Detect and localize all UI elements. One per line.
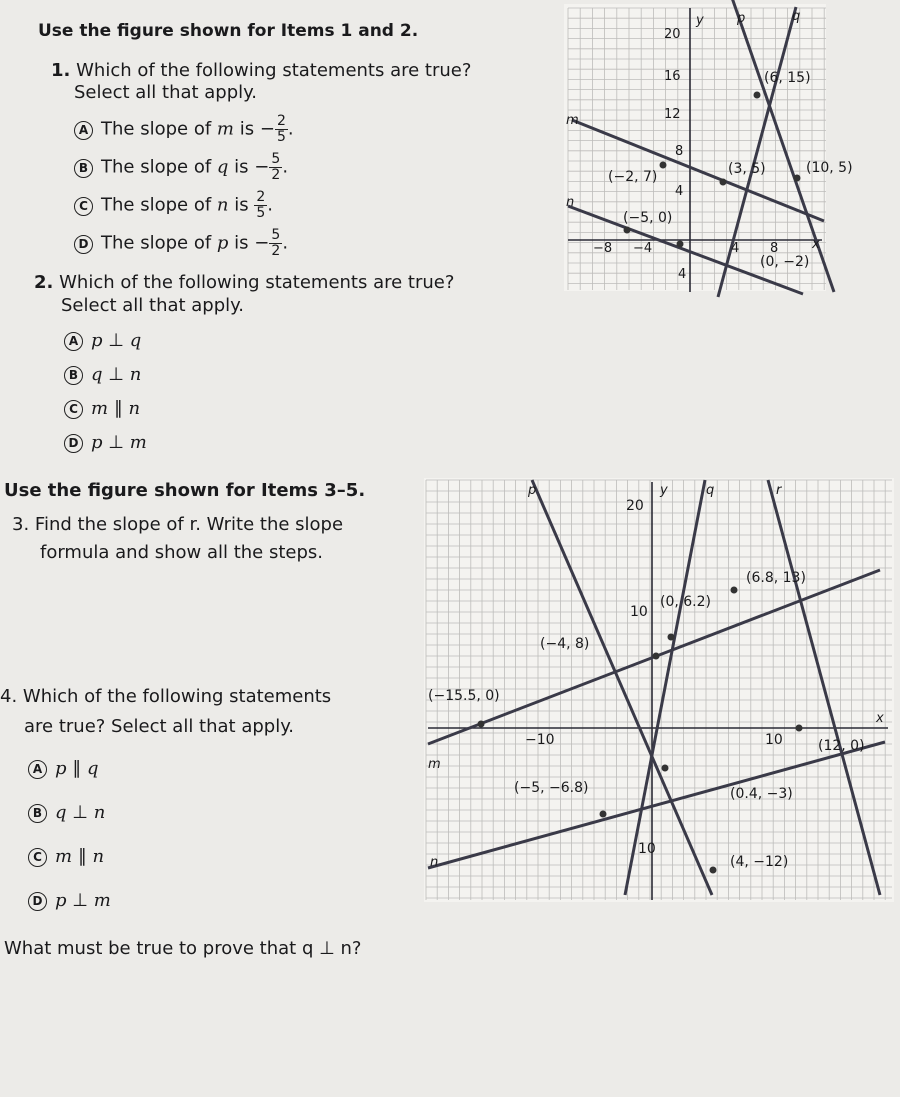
item5-question: What must be true to prove that q ⊥ n?: [4, 938, 362, 959]
option-letter-circle: C: [64, 400, 83, 419]
graph2-label-m: m: [428, 757, 441, 772]
graph1-pt-label-6-15: (6, 15): [764, 70, 811, 86]
relation-symbol: ⊥: [72, 890, 88, 911]
relation-symbol: ∥: [77, 846, 87, 867]
graph2-point-neg4-8: [653, 653, 660, 660]
item4-option-c[interactable]: [28, 846, 104, 868]
relation-symbol: ⊥: [72, 802, 88, 823]
graph1-xtick-4: 4: [731, 241, 740, 256]
graph2-xtick-neg10: −10: [525, 732, 555, 748]
option-letter-circle: D: [28, 892, 47, 911]
option-prefix: The slope of: [101, 156, 212, 178]
graph1-pt-label-neg2-7: (−2, 7): [608, 169, 658, 185]
option-variable: n: [216, 194, 229, 216]
item4-option-b[interactable]: [28, 802, 105, 824]
graph1-ytick-12: 12: [664, 107, 681, 122]
item1-option-d[interactable]: [74, 228, 288, 259]
graph2: [420, 475, 900, 905]
graph1-point-0-neg2: [677, 241, 684, 248]
option-sign: −: [254, 156, 270, 178]
relation-right: n: [92, 846, 105, 867]
option-fraction: [254, 190, 267, 221]
graph1-point-6-15: [754, 92, 761, 99]
graph2-pt-label-6.8-13: (6.8, 13): [746, 570, 806, 586]
option-mid: is: [234, 194, 249, 216]
graph2-axis-x-label: x: [876, 711, 884, 726]
option-letter-circle: D: [74, 235, 93, 254]
item4-text1: Which of the following statements: [22, 686, 332, 707]
graph2-label-p: p: [528, 483, 537, 498]
graph1-axis-y-label: y: [696, 13, 704, 28]
graph1-label-q: q: [792, 9, 801, 24]
item2-option-b[interactable]: [64, 364, 141, 386]
item1-question: [51, 60, 471, 82]
item3-line2: formula and show all the steps.: [40, 542, 324, 563]
item2-option-c[interactable]: [64, 398, 140, 420]
graph2-point-6.8-13: [731, 587, 738, 594]
fraction-numerator: 2: [256, 189, 266, 205]
relation-left: q: [55, 802, 67, 823]
fraction-denominator: 5: [256, 205, 266, 221]
item4-option-d[interactable]: [28, 890, 111, 912]
relation-left: m: [91, 398, 109, 419]
graph1-label-p: p: [737, 11, 746, 26]
option-variable: p: [216, 232, 229, 254]
option-prefix: The slope of: [101, 232, 212, 254]
option-letter-circle: B: [28, 804, 47, 823]
graph2-axis-y-label: y: [660, 483, 668, 498]
fraction-denominator: 2: [271, 243, 281, 259]
option-letter-circle: A: [74, 121, 93, 140]
graph2-ytick-neg10: 10: [638, 841, 656, 857]
option-letter-circle: B: [74, 159, 93, 178]
item2-option-d[interactable]: [64, 432, 147, 454]
relation-right: n: [129, 364, 142, 385]
item2-number: 2.: [34, 272, 54, 293]
item2-question-text: Which of the following statements are true?: [59, 272, 455, 293]
option-sign: −: [259, 118, 275, 140]
graph2-pt-label-neg15.5-0: (−15.5, 0): [428, 688, 500, 704]
option-fraction: [269, 228, 282, 259]
relation-right: q: [87, 758, 99, 779]
graph1-point-3-5: [720, 179, 727, 186]
graph2-point-0.4-neg3: [662, 765, 669, 772]
graph2-pt-label-4-neg12: (4, −12): [730, 854, 789, 870]
item1-number: 1.: [51, 60, 71, 81]
option-end: .: [287, 118, 294, 140]
item1-instruction: Select all that apply.: [74, 82, 257, 103]
option-letter-circle: A: [28, 760, 47, 779]
option-letter-circle: C: [74, 197, 93, 216]
option-end: .: [282, 156, 289, 178]
graph1-ytick-4: 4: [675, 184, 684, 199]
graph1-pt-label-3-5: (3, 5): [728, 161, 766, 177]
graph2-point-neg5-neg6.8: [600, 811, 607, 818]
graph1-pt-label-neg5-0: (−5, 0): [623, 210, 673, 226]
option-variable: m: [216, 118, 234, 140]
relation-right: m: [93, 890, 111, 911]
graph2-pt-label-neg4-8: (−4, 8): [540, 636, 590, 652]
option-mid: is: [239, 118, 255, 140]
option-sign: −: [254, 232, 270, 254]
graph1-pt-label-10-5: (10, 5): [806, 160, 853, 176]
graph1-point-10-5: [794, 175, 801, 182]
graph2-label-r: r: [776, 483, 782, 498]
fraction-denominator: 2: [271, 167, 281, 183]
graph2-pt-label-neg5-neg6.8: (−5, −6.8): [514, 780, 589, 796]
item3-text1: Find the slope of r. Write the slope: [34, 514, 344, 535]
graph2-pt-label-12-0: (12, 0): [818, 738, 865, 754]
graph1-label-m: m: [566, 113, 579, 128]
option-mid: is: [234, 232, 249, 254]
option-variable: q: [216, 156, 229, 178]
item1-option-a[interactable]: [74, 114, 294, 145]
item4-number: 4.: [0, 686, 18, 707]
option-mid: is: [234, 156, 249, 178]
relation-left: m: [55, 846, 73, 867]
graph2-point-4-neg12: [710, 867, 717, 874]
relation-symbol: ⊥: [108, 330, 124, 351]
item3-line1: [12, 514, 343, 536]
option-letter-circle: A: [64, 332, 83, 351]
graph1-axis-x-label: x: [812, 237, 820, 252]
item4-line2: are true? Select all that apply.: [24, 716, 295, 737]
option-letter-circle: C: [28, 848, 47, 867]
item2-option-a[interactable]: [64, 330, 141, 352]
item4-option-a[interactable]: [28, 758, 99, 780]
relation-symbol: ∥: [113, 398, 123, 419]
graph2-label-q: q: [706, 483, 715, 498]
option-end: .: [267, 194, 274, 216]
fraction-numerator: 2: [276, 113, 286, 129]
graph1: [562, 0, 853, 295]
option-letter-circle: B: [64, 366, 83, 385]
option-prefix: The slope of: [101, 194, 212, 216]
option-end: .: [282, 232, 289, 254]
relation-right: n: [93, 802, 106, 823]
relation-left: p: [91, 432, 103, 453]
item1-question-text: Which of the following statements are true?: [76, 60, 472, 81]
item2-instruction: Select all that apply.: [61, 295, 244, 316]
graph1-ytick-16: 16: [664, 69, 681, 84]
relation-left: p: [55, 890, 67, 911]
option-prefix: The slope of: [101, 118, 212, 140]
relation-right: n: [128, 398, 141, 419]
option-fraction: [269, 152, 282, 183]
graph1-ytick-neg4: 4: [678, 267, 687, 282]
graph2-point-12-0: [796, 725, 803, 732]
graph2-ytick-10: 10: [630, 604, 648, 620]
relation-symbol: ⊥: [108, 432, 124, 453]
relation-right: q: [129, 330, 142, 351]
figure1-header: Use the figure shown for Items 1 and 2.: [38, 21, 419, 41]
item1-option-b[interactable]: [74, 152, 288, 183]
item4-line1: [0, 686, 331, 708]
graph2-xtick-10: 10: [765, 732, 783, 748]
relation-left: p: [91, 330, 103, 351]
graph1-ytick-20: 20: [664, 27, 681, 42]
graph1-pt-label-0-neg2: (0, −2): [760, 254, 810, 270]
option-letter-circle: D: [64, 434, 83, 453]
graph2-label-n: n: [430, 855, 439, 870]
graph1-xtick-neg4: −4: [633, 241, 653, 256]
graph1-point-neg2-7: [660, 162, 667, 169]
fraction-numerator: 5: [271, 227, 281, 243]
option-fraction: [275, 114, 288, 145]
graph2-point-0-6.2: [668, 634, 675, 641]
item1-option-c[interactable]: [74, 190, 273, 221]
item2-question: [34, 272, 454, 294]
graph1-xtick-neg8: −8: [593, 241, 613, 256]
graph2-point-neg15.5-0: [478, 721, 485, 728]
relation-symbol: ⊥: [108, 364, 124, 385]
relation-left: q: [91, 364, 103, 385]
graph1-xtick-8: 8: [770, 241, 779, 256]
graph1-ytick-8: 8: [675, 144, 684, 159]
graph2-ytick-20: 20: [626, 498, 644, 514]
graph2-pt-label-0-6.2: (0, 6.2): [660, 594, 711, 610]
fraction-numerator: 5: [271, 151, 281, 167]
figure2-header: Use the figure shown for Items 3–5.: [4, 480, 366, 501]
graph2-pt-label-0.4-neg3: (0.4, −3): [730, 786, 793, 802]
item3-number: 3.: [12, 514, 30, 535]
relation-right: m: [129, 432, 147, 453]
graph1-label-n: n: [566, 195, 575, 210]
relation-symbol: ∥: [72, 758, 82, 779]
graph1-point-neg5-0: [624, 227, 631, 234]
relation-left: p: [55, 758, 67, 779]
fraction-denominator: 5: [276, 129, 286, 145]
